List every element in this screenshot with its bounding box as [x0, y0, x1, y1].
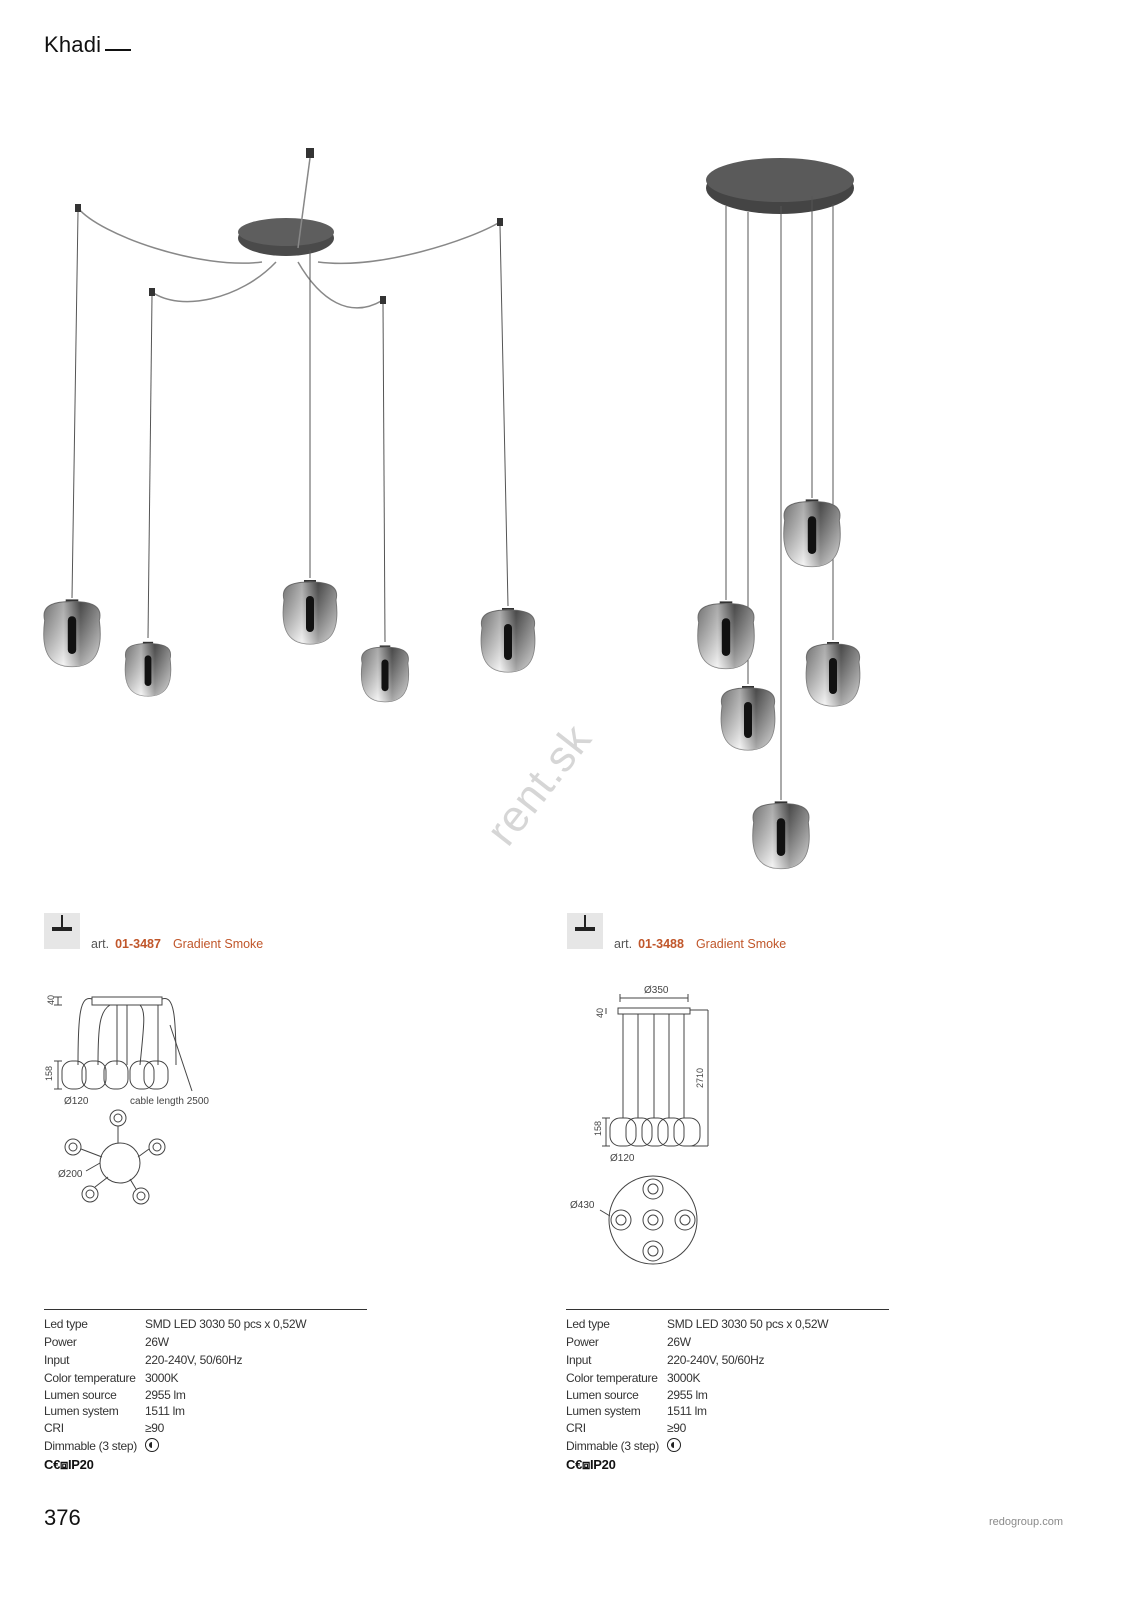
spec-row: [44, 1403, 306, 1419]
spec-row: [44, 1351, 306, 1369]
article-line: [91, 937, 263, 951]
spec-value: ≥90: [145, 1421, 165, 1435]
spec-value: 220-240V, 50/60Hz: [145, 1353, 243, 1367]
dim-label-diameter: Ø120: [610, 1153, 635, 1164]
spec-row: [44, 1387, 306, 1403]
spec-divider: [44, 1309, 367, 1310]
dim-label-diameter: Ø120: [64, 1096, 89, 1107]
spec-table: [566, 1315, 828, 1474]
dimmable-icon: [145, 1437, 159, 1456]
spec-key: Lumen source: [44, 1388, 117, 1402]
spec-key: Input: [566, 1353, 592, 1367]
art-label: art.: [614, 937, 633, 951]
spec-value: 1511 lm: [667, 1404, 707, 1418]
watermark: rent.sk: [477, 714, 602, 855]
article-line: [614, 937, 786, 951]
article-variant: Gradient Smoke: [695, 937, 787, 951]
spec-key: Input: [44, 1353, 70, 1367]
spec-row: [566, 1333, 828, 1351]
spec-value: SMD LED 3030 50 pcs x 0,52W: [667, 1317, 829, 1331]
spec-row: [44, 1315, 306, 1333]
dim-label-top: 40: [595, 1007, 605, 1018]
spec-key: Lumen system: [44, 1404, 119, 1418]
spec-key: Color temperature: [566, 1371, 658, 1385]
spec-value: 3000K: [667, 1371, 701, 1385]
spec-key: Power: [44, 1335, 77, 1349]
spec-key: Lumen source: [566, 1388, 639, 1402]
pendant-type-icon: [44, 913, 80, 949]
spec-key: Color temperature: [44, 1371, 136, 1385]
spec-row: [44, 1419, 306, 1437]
dim-label-shade: 158: [44, 1065, 54, 1081]
dim-label-base: Ø200: [58, 1169, 83, 1180]
spec-row: [566, 1419, 828, 1437]
spec-key: Lumen system: [566, 1404, 641, 1418]
spec-key: Dimmable (3 step): [566, 1439, 659, 1453]
title-text: Khadi: [44, 32, 102, 57]
spec-value: 1511 lm: [145, 1404, 185, 1418]
art-label: art.: [91, 937, 110, 951]
spec-key: Power: [566, 1335, 599, 1349]
spec-row: [566, 1315, 828, 1333]
spec-divider: [566, 1309, 889, 1310]
spec-key: Led type: [566, 1317, 610, 1331]
technical-drawing-spider: [40, 985, 240, 1215]
spec-value: 2955 lm: [145, 1388, 186, 1402]
website-link[interactable]: redogroup.com: [989, 1516, 1063, 1528]
page-number: 376: [44, 1505, 81, 1530]
spec-key: Led type: [44, 1317, 88, 1331]
spec-value: 26W: [145, 1335, 169, 1349]
spec-value: 26W: [667, 1335, 691, 1349]
spec-row: [44, 1369, 306, 1387]
spec-row: [566, 1403, 828, 1419]
spider-pendant-illustration: [44, 148, 535, 702]
cluster-pendant-illustration: [698, 158, 860, 869]
dim-label-top: 40: [46, 994, 56, 1005]
dim-label-shade: 158: [593, 1120, 603, 1136]
spec-table: [44, 1315, 306, 1474]
spec-value: 3000K: [145, 1371, 179, 1385]
spec-row: [566, 1437, 828, 1456]
dim-label-total: 2710: [695, 1067, 705, 1088]
spec-row: [566, 1387, 828, 1403]
technical-drawing-cluster: [560, 980, 740, 1270]
spec-row: [44, 1333, 306, 1351]
spec-row: [566, 1351, 828, 1369]
article-code: 01-3488: [638, 937, 684, 951]
spec-value: 2955 lm: [667, 1388, 708, 1402]
spec-key: Dimmable (3 step): [44, 1439, 137, 1453]
spec-value: 220-240V, 50/60Hz: [667, 1353, 765, 1367]
spec-row: [566, 1369, 828, 1387]
dim-label-canopy: Ø350: [644, 985, 669, 996]
certification-marks: C€⧈IP20: [44, 1457, 94, 1472]
dimmable-icon: [667, 1437, 681, 1456]
article-code: 01-3487: [115, 937, 161, 951]
spec-value: ≥90: [667, 1421, 687, 1435]
pendant-type-icon: [567, 913, 603, 949]
spec-row: [44, 1437, 306, 1456]
article-variant: Gradient Smoke: [172, 937, 264, 951]
dim-label-base: Ø430: [570, 1200, 595, 1211]
spec-key: CRI: [44, 1421, 64, 1435]
certification-marks: C€⧈IP20: [566, 1457, 616, 1472]
spec-value: SMD LED 3030 50 pcs x 0,52W: [145, 1317, 307, 1331]
dim-label-cable: cable length 2500: [130, 1096, 209, 1107]
spec-key: CRI: [566, 1421, 586, 1435]
